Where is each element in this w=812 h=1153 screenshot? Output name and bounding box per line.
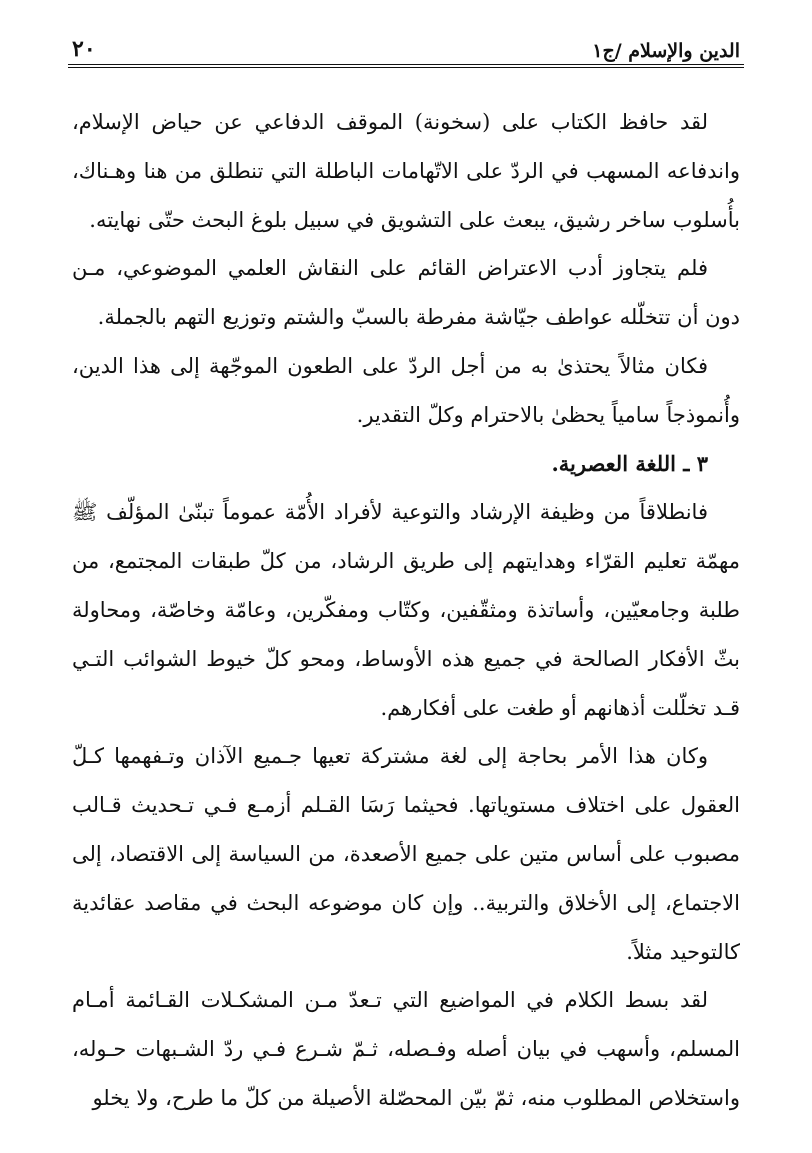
header-rule	[68, 64, 744, 65]
running-title: الدين والإسلام /ج١	[592, 40, 740, 62]
paragraph: لقد حافظ الكتاب على (سخونة) الموقف الدفاعي عن حياض الإسلام، واندفاعه المسهب في الردّ على الاتّهامات الباطلة التي تنطلق من هنا وهـناك، بأُسلوب ساخر رشيق، يبعث على التشويق في سبيل بلوغ البحث حتّى نهايته.	[72, 110, 740, 232]
body-text	[72, 98, 740, 1123]
paragraph: فلم يتجاوز أدب الاعتراض القائم على النقاش العلمي الموضوعي، مـن دون أن تتخلّله عواطف جيّاشة مفرطة بالسبّ والشتم وتوزيع التهم بالجملة.	[72, 256, 740, 330]
page-number: ٢٠	[72, 36, 96, 62]
header-rule-secondary	[68, 67, 744, 68]
paragraph: فكان مثالاً يحتذىٰ به من أجل الردّ على الطعون الموجّهة إلى هذا الدين، وأُنموذجاً سامياً يحظىٰ بالاحترام وكلّ التقدير.	[72, 353, 740, 427]
section-heading: ٣ ـ اللغة العصرية.	[551, 450, 708, 476]
running-header	[72, 28, 740, 62]
paragraph: فانطلاقاً من وظيفة الإرشاد والتوعية لأفراد الأُمّة عموماً تبنّىٰ المؤلّف ﷺ مهمّة تعليم القرّاء وهدايتهم إلى طريق الرشاد، من كلّ طبقات المجتمع، من طلبة وجامعيّين، وأساتذة ومثقّفين، وكتّاب ومفكّرين، وعامّة وخاصّة، ومحاولة بثّ الأفكار الصالحة في جميع هذه الأوساط، ومحو كلّ خيوط الشوائب التـي قـد تخلّلت أذهانهم أو طغت على أفكارهم.	[72, 500, 740, 720]
paragraph: لقد بسط الكلام في المواضيع التي تـعدّ مـن المشكـلات القـائمة أمـام المسلم، وأسهب في بيان أصله وفـصله، ثـمّ شـرع فـي ردّ الشـبهات حـوله، واستخلاص المطلوب منه، ثمّ بيّن المحصّلة الأصيلة من كلّ ما طرح، ولا يخلو	[72, 988, 740, 1110]
paragraph: وكان هذا الأمر بحاجة إلى لغة مشتركة تعيها جـميع الآذان وتـفهمها كـلّ العقول على اختلاف مستوياتها. فحيثما رَسَا القـلم أزمـع فـي تـحديث قـالب مصبوب على أساس متين على جميع الأصعدة، من السياسة إلى الاقتصاد، إلى الاجتماع، إلى الأخلاق والتربية.. وإن كان موضوعه البحث في مقاصد عقائدية كالتوحيد مثلاً.	[72, 744, 740, 964]
